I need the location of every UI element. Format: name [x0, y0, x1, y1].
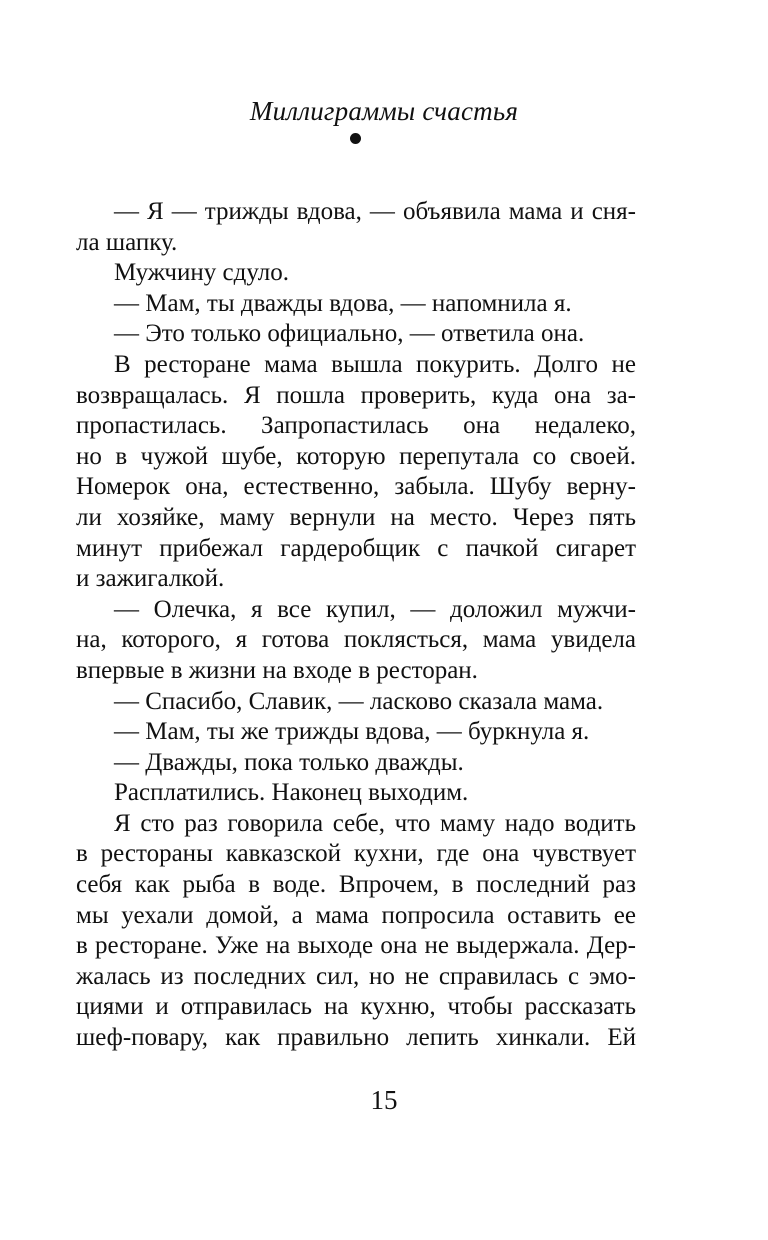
text-line: — Олечка, я все купил, — доложил мужчи- [114, 595, 636, 623]
text-line: жалась из последних сил, но не справилась с эмо- [76, 962, 636, 990]
text-line: в ресторане. Уже на выходе она не выдержала. Дер- [76, 932, 636, 960]
text-line: Я сто раз говорила себе, что маму надо водить [114, 809, 636, 837]
text-line: — Дважды, пока только дважды. [114, 748, 464, 776]
text-line: циями и отправилась на кухню, чтобы рассказать [76, 993, 636, 1021]
text-line: пропастилась. Запропастилась она недалеко, [76, 412, 636, 440]
text-line: ли хозяйке, маму вернули на место. Через пять [76, 503, 636, 531]
text-line: на, которого, я готова поклясться, мама увидела [76, 626, 636, 654]
text-line: мы уехали домой, а мама попросила оставить ее [76, 901, 636, 929]
text-block [76, 197, 636, 1054]
text-line: минут прибежал гардеробщик с пачкой сигарет [76, 534, 636, 562]
text-line: — Я — трижды вдова, — объявила мама и сня- [114, 198, 636, 225]
text-line: — Спасибо, Славик, — ласково сказала мама. [114, 687, 604, 715]
text-line: — Это только официально, — ответила она. [114, 320, 585, 348]
text-line: ла шапку. [76, 228, 178, 256]
text-line: Номерок она, естественно, забыла. Шубу верну- [76, 473, 636, 501]
running-head: Миллиграммы счастья [249, 96, 519, 126]
text-line: Расплатились. Наконец выходим. [114, 779, 469, 807]
text-line: впервые в жизни на входе в ресторан. [76, 656, 478, 684]
text-line: но в чужой шубе, которую перепутала со своей. [76, 442, 636, 470]
ornament-dot [350, 133, 361, 144]
page-number: 15 [370, 1085, 398, 1115]
text-line: возвращалась. Я пошла проверить, куда она за- [76, 381, 636, 409]
text-line: себя как рыба в воде. Впрочем, в последний раз [76, 871, 636, 899]
text-line: — Мам, ты же трижды вдова, — буркнула я. [114, 718, 590, 746]
text-line: — Мам, ты дважды вдова, — напомнила я. [114, 289, 572, 317]
text-line: Мужчину сдуло. [114, 259, 289, 287]
text-line: и зажигалкой. [76, 565, 225, 593]
text-line: шеф-повару, как правильно лепить хинкали. Ей [76, 1024, 636, 1052]
text-line: В ресторане мама вышла покурить. Долго не [114, 350, 636, 378]
text-line: в рестораны кавказской кухни, где она чувствует [76, 840, 636, 868]
